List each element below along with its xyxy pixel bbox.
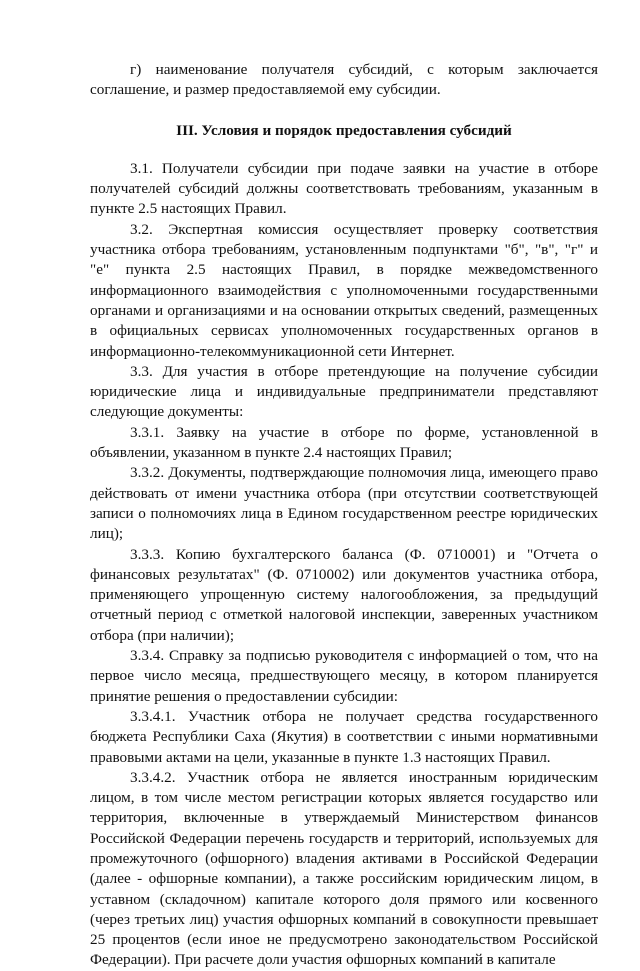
paragraph-3-2: 3.2. Экспертная комиссия осуществляет проверку соответствия участника отбора требованиям, установленным подпунктами "б", "в", "г" и "е" пункта 2.5 настоящих Правил, в порядке межведомственного информационного взаимодействия с уполномоченными государственными органами и организациями и на основании открытых сведений, размещенных в официальных сервисах уполномоченных государственных органов в информационно-телекоммуникационной сети Интернет. — [90, 220, 598, 360]
paragraph-3-3-3: 3.3.3. Копию бухгалтерского баланса (Ф. 0710001) и "Отчета о финансовых результатах" (Ф. 0710002) или документов участника отбора, применяющего упрощенную систему налогообложения, за предыдущий отчетный период с отметкой налоговой инспекции, заверенных участником отбора (при наличии); — [90, 545, 598, 644]
paragraph-3-1: 3.1. Получатели субсидии при подаче заявки на участие в отборе получателей субсидий должны соответствовать требованиям, указанным в пункте 2.5 настоящих Правил. — [90, 159, 598, 218]
paragraph-3-3-1: 3.3.1. Заявку на участие в отборе по форме, установленной в объявлении, указанном в пункте 2.4 настоящих Правил; — [90, 423, 598, 462]
paragraph-3-3-4-2: 3.3.4.2. Участник отбора не является иностранным юридическим лицом, в том числе местом регистрации которых является государство или территория, включенные в утверждаемый Министерством финансов Российской Федерации перечень государств и территорий, используемых для промежуточного (офшорного) владения активами в Российской Федерации (далее - офшорные компании), а также российским юридическим лицом, в уставном (складочном) капитале которого доля прямого или косвенного (через третьих лиц) участия офшорных компаний в совокупности превышает 25 процентов (если иное не предусмотрено законодательством Российской Федерации). При расчете доли участия офшорных компаний в капитале — [90, 768, 598, 969]
section-heading: III. Условия и порядок предоставления субсидий — [176, 121, 512, 139]
paragraph-3-3-4-1: 3.3.4.1. Участник отбора не получает средства государственного бюджета Республики Саха (Якутия) в соответствии с иными нормативными правовыми актами на цели, указанные в пункте 1.3 настоящих Правил. — [90, 707, 598, 766]
paragraph-3-3-4: 3.3.4. Справку за подписью руководителя с информацией о том, что на первое число месяца, предшествующего месяцу, в котором планируется принятие решения о предоставлении субсидии: — [90, 647, 598, 705]
paragraph-3-3-2: 3.3.2. Документы, подтверждающие полномочия лица, имеющего право действовать от имени участника отбора (при отсутствии соответствующей записи о полномочиях лица в Едином государственном реестре юридических лиц); — [90, 464, 598, 543]
paragraph-item-g: г) наименование получателя субсидий, с которым заключается соглашение, и размер предоставляемой ему субсидии. — [90, 61, 598, 99]
paragraph-3-3: 3.3. Для участия в отборе претендующие на получение субсидии юридические лица и индивидуальные предприниматели представляют следующие документы: — [90, 362, 598, 421]
